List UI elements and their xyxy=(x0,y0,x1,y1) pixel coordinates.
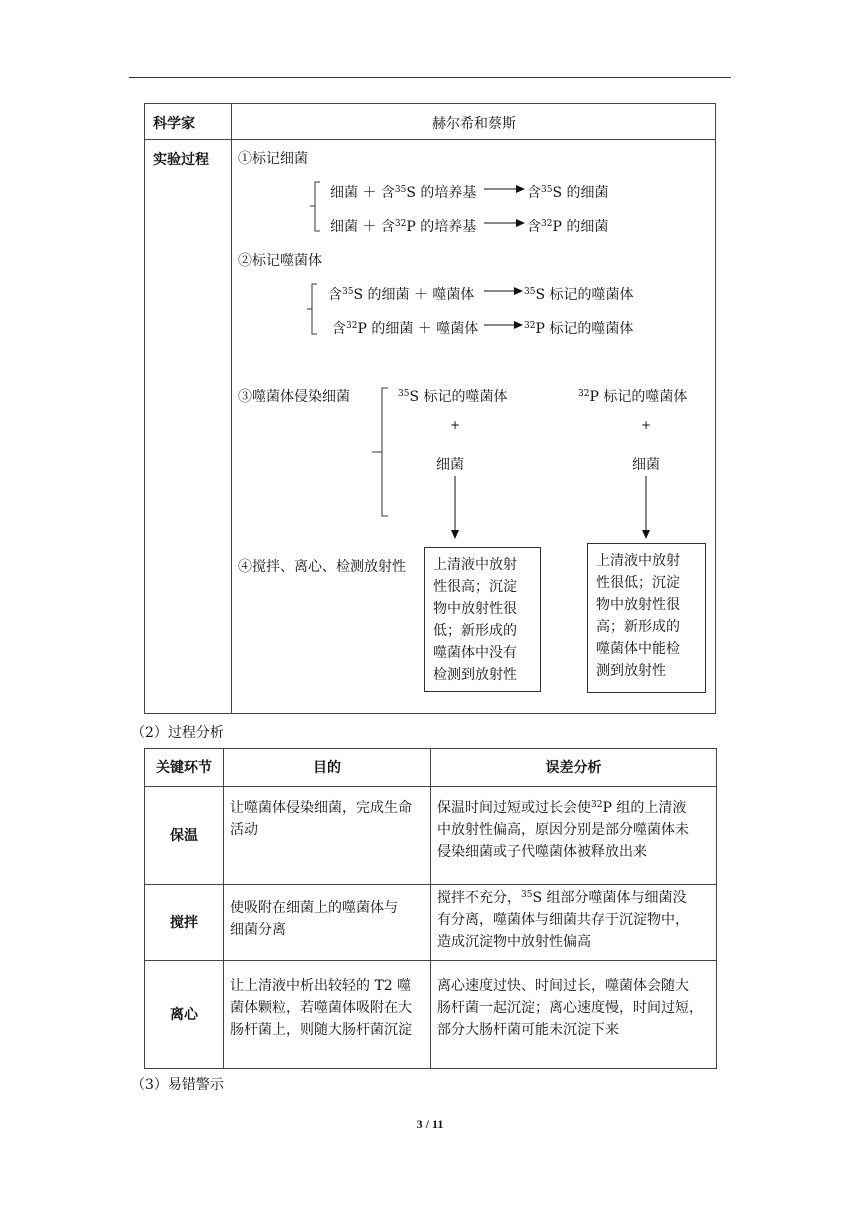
step2-result1: $^{35}$S 标记的噬菌体 xyxy=(524,287,634,303)
step1-title: ①标记细菌 xyxy=(238,151,308,167)
step1-result2: 含$^{32}$P 的细菌 xyxy=(527,219,609,235)
step2-result2: $^{32}$P 标记的噬菌体 xyxy=(524,321,634,337)
purpose-cell: 使吸附在细菌上的噬菌体与 细菌分离 xyxy=(224,885,431,961)
step2-line2: 含$^{32}$P 的细菌 ＋ 噬菌体 xyxy=(332,321,479,337)
error-cell: 保温时间过短或过长会使$^{32}$P 组的上清液 中放射性偏高，原因分别是部分噬菌体未 侵染细菌或子代噬菌体被释放出来 xyxy=(431,787,717,885)
step2-title: ②标记噬菌体 xyxy=(238,253,322,269)
result-box-35s: 上清液中放射 性很高；沉淀 物中放射性很 低；新形成的 噬菌体中没有 检测到放射性 xyxy=(424,547,541,692)
step3-right-phage: $^{32}$P 标记的噬菌体 xyxy=(578,389,688,405)
step3-right-plus: + xyxy=(641,418,652,432)
key-step: 离心 xyxy=(145,961,224,1069)
step3-left-plus: + xyxy=(450,418,461,432)
table-row xyxy=(145,885,717,961)
scientist-names: 赫尔希和蔡斯 xyxy=(432,116,516,132)
page-number: 3 / 11 xyxy=(416,1117,444,1131)
result-box-32p: 上清液中放射 性很低；沉淀 物中放射性很 高；新形成的 噬菌体中能检 测到放射性 xyxy=(587,543,706,693)
error-cell: 搅拌不充分，$^{35}$S 组部分噬菌体与细菌没 有分离，噬菌体与细菌共存于沉淀物中， 造成沉淀物中放射性偏高 xyxy=(431,885,717,961)
table-row xyxy=(145,787,717,885)
step3-right-bacteria: 细菌 xyxy=(632,457,660,473)
header-key-step: 关键环节 xyxy=(145,749,224,787)
header-purpose: 目的 xyxy=(224,749,431,787)
purpose-cell: 让上清液中析出较轻的 T2 噬 菌体颗粒，若噬菌体吸附在大 肠杆菌上，则随大肠杆菌沉淀 xyxy=(224,961,431,1069)
purpose-cell: 让噬菌体侵染细菌，完成生命 活动 xyxy=(224,787,431,885)
table-header-row xyxy=(145,749,717,787)
step2-line1: 含$^{35}$S 的细菌 ＋ 噬菌体 xyxy=(328,287,475,303)
key-step: 保温 xyxy=(145,787,224,885)
error-cell: 离心速度过快、时间过长，噬菌体会随大 肠杆菌一起沉淀；离心速度慢，时间过短， 部分大肠杆菌可能未沉淀下来 xyxy=(431,961,717,1069)
step3-left-phage: $^{35}$S 标记的噬菌体 xyxy=(398,389,508,405)
section2-title: （2）过程分析 xyxy=(131,725,224,741)
step1-line2: 细菌 ＋ 含$^{32}$P 的培养基 xyxy=(330,219,477,235)
step3-left-bacteria: 细菌 xyxy=(436,457,464,473)
process-analysis-table xyxy=(144,748,717,1069)
step1-line1: 细菌 ＋ 含$^{35}$S 的培养基 xyxy=(330,185,477,201)
process-label: 实验过程 xyxy=(153,152,209,168)
header-error-analysis: 误差分析 xyxy=(431,749,717,787)
step1-result1: 含$^{35}$S 的细菌 xyxy=(527,185,609,201)
key-step: 搅拌 xyxy=(145,885,224,961)
step4-title: ④搅拌、离心、检测放射性 xyxy=(238,559,406,575)
table-row xyxy=(145,961,717,1069)
step3-title: ③噬菌体侵染细菌 xyxy=(238,389,350,405)
section3-title: （3）易错警示 xyxy=(131,1077,224,1093)
scientist-label: 科学家 xyxy=(153,116,195,132)
